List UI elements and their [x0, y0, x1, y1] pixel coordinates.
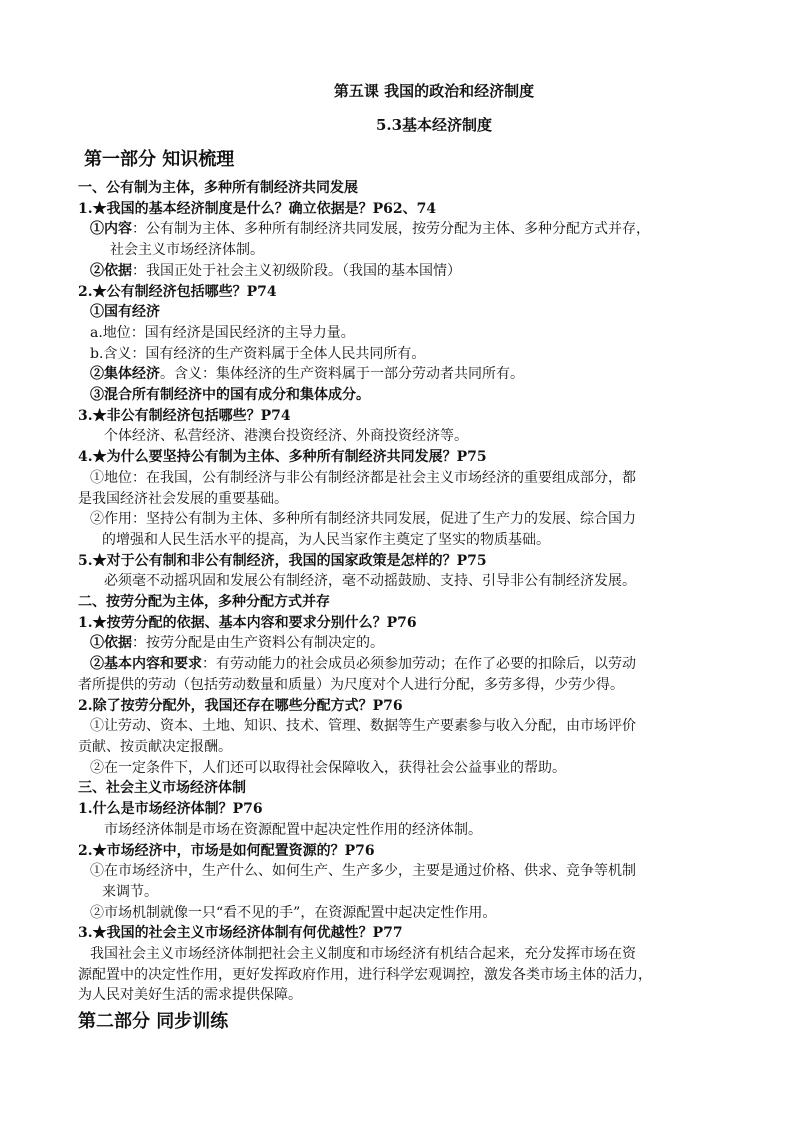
s1-q1-a2-text: ：我国正处于社会主义初级阶段。（我国的基本国情）	[132, 262, 461, 279]
s3-q2-answer1-line1: ①在市场经济中，生产什么、如何生产、生产多少，主要是通过价格、供求、竞争等机制	[90, 863, 636, 880]
s1-q1-a1-text-cont: 社会主义市场经济体制。	[110, 242, 264, 259]
section2-heading: 二、按劳分配为主体，多种分配方式并存	[78, 594, 330, 611]
s1-q4-answer1-line1: ①地位：在我国，公有制经济与非公有制经济都是社会主义市场经济的重要组成部分，都	[90, 469, 636, 486]
lesson-title: 第五课 我国的政治和经济制度	[333, 82, 535, 100]
s1-q2-answer2	[78, 364, 748, 385]
s1-q1-a1-text: ：公有制为主体、多种所有制经济共同发展，按劳分配为主体、多种分配方式并存，	[132, 221, 650, 238]
s3-q1-title: 1.什么是市场经济体制？P76	[78, 801, 263, 818]
s1-q3-answer1: 个体经济、私营经济、港澳台投资经济、外商投资经济等。	[104, 428, 468, 445]
s1-q1-title: 1.★我国的基本经济制度是什么？确立依据是？P62、74	[78, 200, 437, 217]
s1-q1-a1-label: ①内容	[90, 221, 132, 238]
s1-q2-answer1: ①国有经济	[90, 304, 160, 321]
s2-q1-a2-label: ②基本内容和要求	[90, 656, 202, 673]
s3-q3-title: 3.★我国的社会主义市场经济体制有何优越性？P77	[78, 925, 403, 942]
s2-q2-title: 2.除了按劳分配外，我国还存在哪些分配方式？P76	[78, 697, 403, 714]
s3-q2-answer2: ②市场机制就像一只“看不见的手”，在资源配置中起决定性作用。	[90, 904, 497, 921]
section-title: 5.3基本经济制度	[375, 116, 493, 134]
section3-heading: 三、社会主义市场经济体制	[78, 780, 246, 797]
s2-q1-answer2-line2: 者所提供的劳动（包括劳动数量和质量）为尺度对个人进行分配，多劳多得，少劳少得。	[78, 676, 624, 693]
s3-q2-answer1-line2: 来调节。	[102, 883, 158, 900]
s1-q2-title: 2.★公有制经济包括哪些？P74	[78, 283, 277, 300]
s1-q1-answer2	[78, 261, 748, 282]
s2-q1-answer1	[78, 633, 748, 654]
section1-heading: 一、公有制为主体，多种所有制经济共同发展	[78, 180, 358, 196]
s1-q1-a2-label: ②依据	[90, 262, 132, 279]
s1-q4-answer1-line2: 是我国经济社会发展的重要基础。	[78, 490, 288, 507]
s2-q1-answer2-line1	[78, 654, 748, 675]
s3-q3-answer1-line3: 为人民对美好生活的需求提供保障。	[78, 987, 302, 1004]
s1-q4-title: 4.★为什么要坚持公有制为主体、多种所有制经济共同发展？P75	[78, 449, 487, 466]
s1-q2-answer1-a: a.地位：国有经济是国民经济的主导力量。	[90, 324, 355, 341]
s3-q2-title: 2.★市场经济中，市场是如何配置资源的？P76	[78, 842, 375, 859]
s2-q2-answer1-line1: ①让劳动、资本、土地、知识、技术、管理、数据等生产要素参与收入分配，由市场评价	[90, 718, 636, 735]
s1-q5-answer1: 必须毫不动摇巩固和发展公有制经济，毫不动摇鼓励、支持、引导非公有制经济发展。	[104, 573, 636, 590]
s2-q2-answer2: ②在一定条件下，人们还可以取得社会保障收入，获得社会公益事业的帮助。	[90, 759, 566, 776]
part2-title: 第二部分 同步训练	[78, 1011, 229, 1033]
s2-q1-a1-text: ：按劳分配是由生产资料公有制决定的。	[132, 635, 384, 652]
s3-q3-answer1-line2: 源配置中的决定性作用，更好发挥政府作用，进行科学宏观调控，激发各类市场主体的活力，	[78, 966, 652, 983]
s1-q1-answer1	[78, 219, 748, 260]
s2-q1-a1-label: ①依据	[90, 635, 132, 652]
s1-q2-answer3: ③混合所有制经济中的国有成分和集体成分。	[90, 387, 370, 404]
s3-q1-answer1: 市场经济体制是市场在资源配置中起决定性作用的经济体制。	[104, 821, 482, 838]
s1-q2-a2-text: 。含义：集体经济的生产资料属于一部分劳动者共同所有。	[160, 366, 524, 383]
s3-q3-answer1-line1: 我国社会主义市场经济体制把社会主义制度和市场经济有机结合起来，充分发挥市场在资	[90, 946, 636, 963]
s1-q4-answer2-line2: 的增强和人民生活水平的提高，为人民当家作主奠定了坚实的物质基础。	[102, 531, 550, 548]
s1-q3-title: 3.★非公有制经济包括哪些？P74	[78, 407, 291, 424]
s1-q2-a2-label: ②集体经济	[90, 366, 160, 383]
s1-q5-title: 5.★对于公有制和非公有制经济，我国的国家政策是怎样的？P75	[78, 552, 487, 569]
s1-q2-answer1-b: b.含义：国有经济的生产资料属于全体人民共同所有。	[90, 345, 426, 362]
s2-q1-a2-text: ：有劳动能力的社会成员必须参加劳动；在作了必要的扣除后，以劳动	[202, 656, 636, 673]
s1-q4-answer2-line1: ②作用：坚持公有制为主体、多种所有制经济共同发展，促进了生产力的发展、综合国力	[90, 511, 636, 528]
s2-q2-answer1-line2: 贡献、按贡献决定报酬。	[78, 738, 232, 755]
part1-title: 第一部分 知识梳理	[84, 149, 235, 170]
s2-q1-title: 1.★按劳分配的依据、基本内容和要求分别什么？P76	[78, 614, 417, 631]
document-body	[78, 148, 748, 1034]
